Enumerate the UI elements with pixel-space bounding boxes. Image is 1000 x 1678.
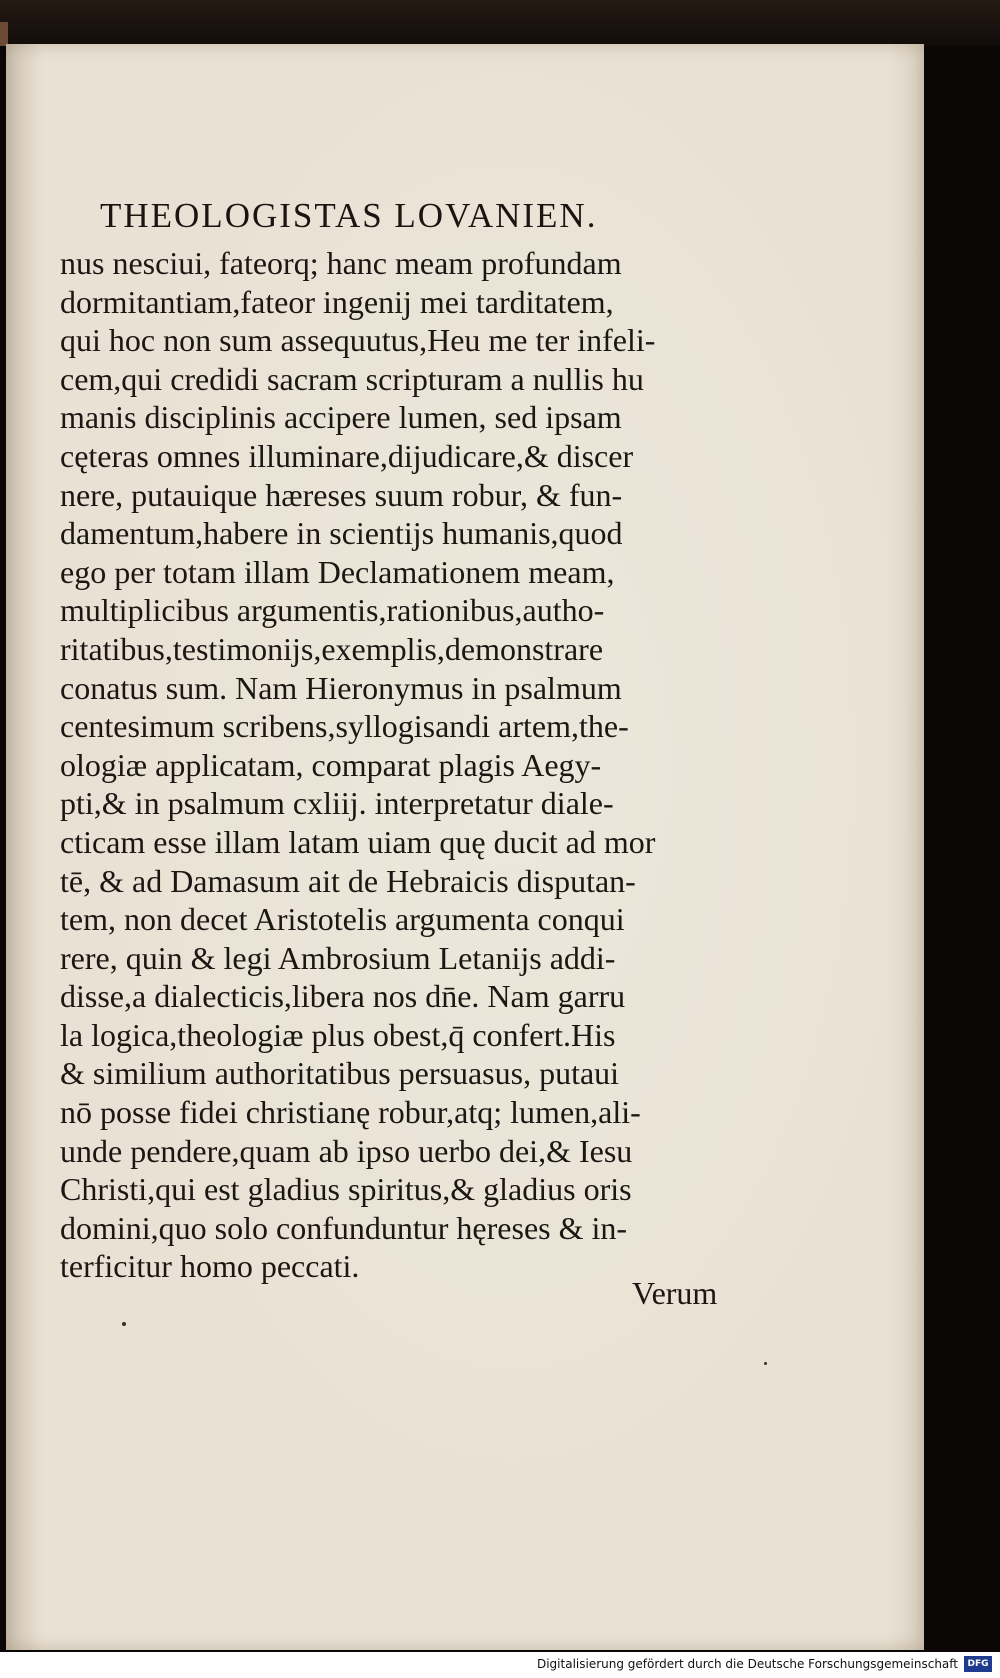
text-line: tem, non decet Aristotelis argumenta conqui — [60, 901, 625, 938]
text-line: ritatibus,testimonijs,exemplis,demonstrare — [60, 630, 604, 667]
text-line: nere, putauique hæreses suum robur, & fun- — [60, 476, 623, 513]
body-text — [60, 244, 750, 1286]
text-line: terficitur homo peccati. — [60, 1248, 360, 1285]
text-line: qui hoc non sum assequutus,Heu me ter infeli- — [60, 322, 656, 359]
text-line: pti,& in psalmum cxliij. interpretatur diale- — [60, 785, 614, 822]
ink-speck — [764, 1362, 767, 1365]
text-line: multiplicibus argumentis,rationibus,autho- — [60, 592, 605, 629]
text-line: conatus sum. Nam Hieronymus in psalmum — [60, 669, 622, 706]
text-line: & similium authoritatibus persuasus, putaui — [60, 1055, 620, 1092]
text-line: disse,a dialecticis,libera nos dn̄e. Nam garru — [60, 978, 626, 1015]
text-line: cęteras omnes illuminare,dijudicare,& discer — [60, 437, 634, 474]
text-line: nus nesciui, fateorq; hanc meam profundam — [60, 245, 622, 281]
text-line: cem,qui credidi sacram scripturam a nullis hu — [60, 360, 644, 397]
text-line: manis disciplinis accipere lumen, sed ipsam — [60, 399, 622, 436]
text-line: cticam esse illam latam uiam quę ducit ad mor — [60, 823, 656, 860]
book-edge-top — [0, 0, 1000, 46]
digitization-footer — [0, 1652, 1000, 1678]
funding-credit: Digitalisierung gefördert durch die Deutsche Forschungsgemeinschaft — [536, 1657, 958, 1671]
text-line: la logica,theologiæ plus obest,q̄ confert.His — [60, 1016, 616, 1053]
text-line: damentum,habere in scientijs humanis,quod — [60, 515, 623, 552]
text-line: nō posse fidei christianę robur,atq; lumen,ali- — [60, 1094, 641, 1131]
text-line: unde pendere,quam ab ipso uerbo dei,& Iesu — [60, 1132, 633, 1169]
text-line: centesimum scribens,syllogisandi artem,the- — [60, 708, 629, 745]
text-line: rere, quin & legi Ambrosium Letanijs addi- — [60, 939, 616, 976]
dfg-logo: DFG — [964, 1656, 992, 1672]
text-line: ego per totam illam Declamationem meam, — [60, 553, 615, 590]
ink-speck — [122, 1322, 126, 1326]
running-head: THEOLOGISTAS LOVANIEN. — [100, 196, 598, 235]
catchword: Verum — [632, 1275, 718, 1311]
text-line: ologiæ applicatam, comparat plagis Aegy- — [60, 746, 602, 783]
text-line: dormitantiam,fateor ingenij mei tarditatem, — [60, 283, 614, 320]
text-line: tē, & ad Damasum ait de Hebraicis disputan- — [60, 862, 636, 899]
text-line: Christi,qui est gladius spiritus,& gladius oris — [60, 1171, 632, 1208]
text-line: domini,quo solo confunduntur hęreses & in- — [60, 1209, 628, 1246]
